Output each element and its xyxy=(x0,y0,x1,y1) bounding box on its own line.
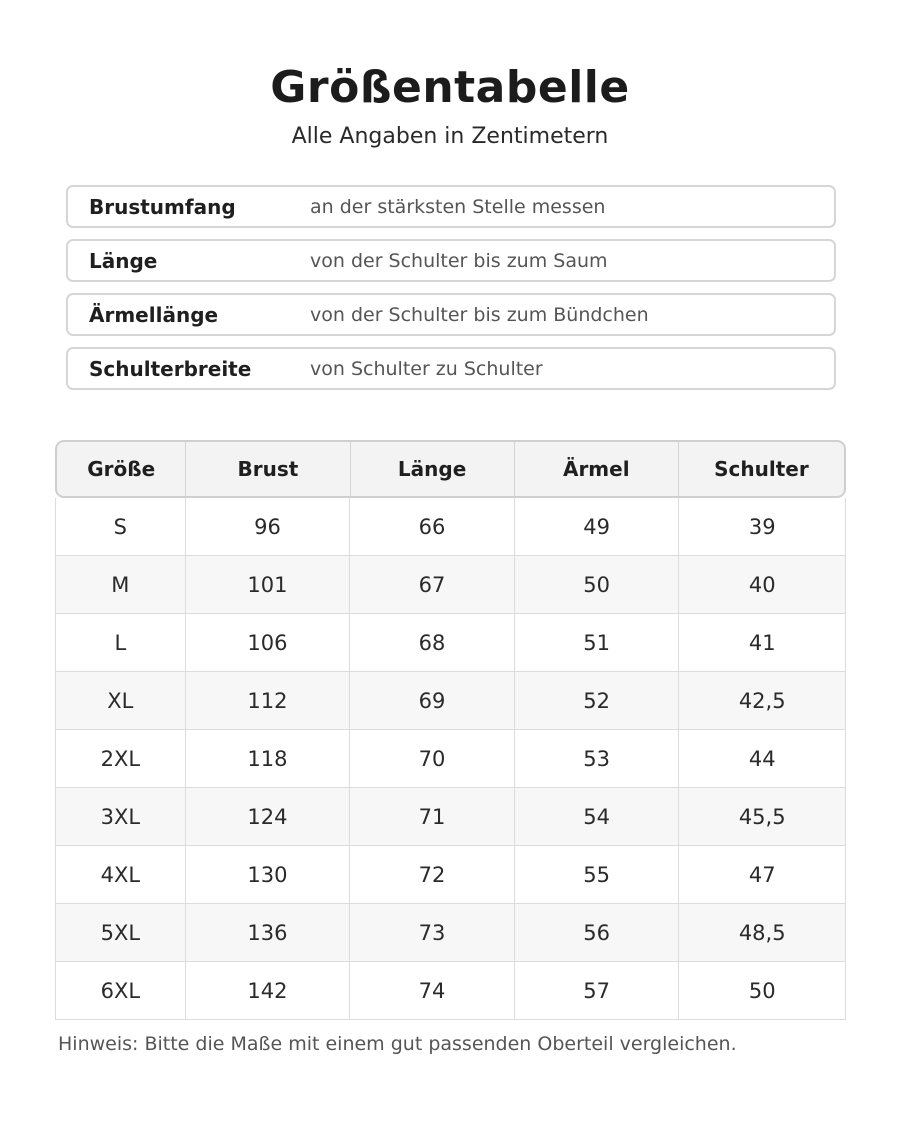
measurement-legend xyxy=(66,185,836,401)
cell-length: 73 xyxy=(350,904,515,961)
legend-term: Länge xyxy=(89,248,158,273)
column-header-size: Größe xyxy=(57,442,186,496)
cell-shoulder: 39 xyxy=(748,514,776,539)
cell-size: 3XL xyxy=(56,788,186,845)
legend-term: Brustumfang xyxy=(89,194,236,219)
size-table xyxy=(55,440,846,1020)
cell-sleeve: 50 xyxy=(515,556,680,613)
table-row xyxy=(56,556,845,614)
table-row xyxy=(56,498,845,556)
cell-length: 68 xyxy=(350,614,515,671)
cell-shoulder: 48,5 xyxy=(738,920,786,945)
cell-sleeve: 55 xyxy=(515,846,680,903)
legend-item xyxy=(66,293,836,336)
cell-size: 4XL xyxy=(56,846,186,903)
cell-shoulder: 44 xyxy=(748,746,776,771)
page-subtitle: Alle Angaben in Zentimetern xyxy=(291,124,609,149)
legend-item xyxy=(66,239,836,282)
cell-sleeve: 56 xyxy=(515,904,680,961)
cell-chest: 142 xyxy=(186,962,351,1019)
cell-shoulder: 45,5 xyxy=(738,804,786,829)
cell-chest: 96 xyxy=(186,498,351,555)
table-row xyxy=(56,672,845,730)
cell-length: 69 xyxy=(350,672,515,729)
cell-shoulder: 47 xyxy=(748,862,776,887)
table-row xyxy=(56,788,845,846)
cell-shoulder: 40 xyxy=(748,572,776,597)
cell-sleeve: 52 xyxy=(515,672,680,729)
cell-chest: 136 xyxy=(186,904,351,961)
cell-size: 6XL xyxy=(56,962,186,1019)
cell-chest: 101 xyxy=(186,556,351,613)
cell-length: 70 xyxy=(350,730,515,787)
cell-sleeve: 54 xyxy=(515,788,680,845)
legend-term: Schulterbreite xyxy=(89,356,252,381)
footnote: Hinweis: Bitte die Maße mit einem gut passenden Oberteil vergleichen. xyxy=(58,1033,737,1055)
cell-chest: 124 xyxy=(186,788,351,845)
cell-length: 72 xyxy=(350,846,515,903)
table-row xyxy=(56,846,845,904)
column-header-shoulder: Schulter xyxy=(714,457,809,481)
column-header-chest: Brust xyxy=(186,442,350,496)
table-body xyxy=(55,498,846,1020)
legend-description: von Schulter zu Schulter xyxy=(310,357,543,380)
table-row xyxy=(56,730,845,788)
cell-shoulder: 41 xyxy=(748,630,776,655)
cell-chest: 118 xyxy=(186,730,351,787)
cell-sleeve: 49 xyxy=(515,498,680,555)
cell-chest: 106 xyxy=(186,614,351,671)
legend-description: von der Schulter bis zum Saum xyxy=(310,249,608,272)
table-header xyxy=(55,440,846,498)
cell-chest: 112 xyxy=(186,672,351,729)
table-row xyxy=(56,904,845,962)
page-title: Größentabelle xyxy=(270,62,630,113)
cell-sleeve: 57 xyxy=(515,962,680,1019)
cell-chest: 130 xyxy=(186,846,351,903)
column-header-sleeve: Ärmel xyxy=(515,442,679,496)
table-row xyxy=(56,962,845,1020)
cell-size: 5XL xyxy=(56,904,186,961)
cell-length: 74 xyxy=(350,962,515,1019)
table-row xyxy=(56,614,845,672)
cell-size: S xyxy=(56,498,186,555)
cell-length: 66 xyxy=(350,498,515,555)
legend-term: Ärmellänge xyxy=(89,302,219,327)
legend-item xyxy=(66,347,836,390)
cell-shoulder: 50 xyxy=(748,978,776,1003)
legend-description: an der stärksten Stelle messen xyxy=(310,195,606,218)
column-header-length: Länge xyxy=(351,442,515,496)
cell-size: XL xyxy=(56,672,186,729)
cell-length: 71 xyxy=(350,788,515,845)
legend-item xyxy=(66,185,836,228)
cell-shoulder: 42,5 xyxy=(738,688,786,713)
legend-description: von der Schulter bis zum Bündchen xyxy=(310,303,649,326)
cell-sleeve: 51 xyxy=(515,614,680,671)
cell-size: M xyxy=(56,556,186,613)
cell-length: 67 xyxy=(350,556,515,613)
cell-size: L xyxy=(56,614,186,671)
cell-size: 2XL xyxy=(56,730,186,787)
cell-sleeve: 53 xyxy=(515,730,680,787)
